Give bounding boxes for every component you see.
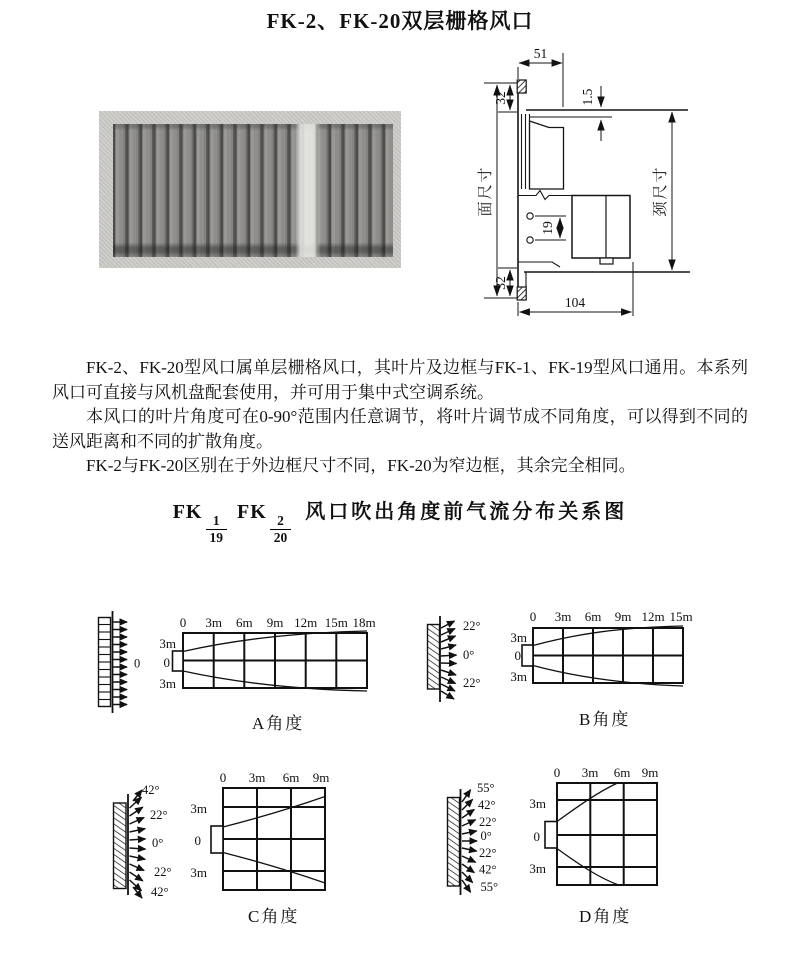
fraction-numerator: 2 <box>277 513 284 529</box>
x-tick: 9m <box>614 609 632 624</box>
chart-d-caption: D角度 <box>579 907 632 926</box>
break-line <box>518 191 572 200</box>
vane-angle-label: 22° <box>479 815 497 829</box>
y-tick: 3m <box>529 861 546 876</box>
envelope-bottom <box>223 853 325 884</box>
paragraph-2: 本风口的叶片角度可在0-90°范围内任意调节，将叶片调节成不同角度，可以得到不同的送风距离和不同的扩散角度。 <box>52 407 748 451</box>
vane-angle-label: 22° <box>154 865 172 879</box>
chart-c-outlet-icon <box>114 790 146 898</box>
x-tick: 9m <box>266 615 284 630</box>
vane-angle-label: 42° <box>478 798 496 812</box>
chart-c <box>114 770 330 926</box>
chart-c-grid <box>223 788 325 890</box>
vane-angle-label: 0° <box>152 836 164 850</box>
chart-c-caption: C角度 <box>248 907 300 926</box>
upper-vane-block <box>530 121 564 189</box>
fraction-2-20 <box>270 513 292 545</box>
dim-32-bottom: 32 <box>493 276 508 290</box>
x-tick: 12m <box>641 609 665 624</box>
airflow-arrows <box>462 790 477 893</box>
airflow-distribution-charts <box>0 560 800 964</box>
screw-hole <box>527 237 533 243</box>
outlet-marker <box>173 651 184 671</box>
y-tick: 0 <box>514 648 521 663</box>
fraction-1-19 <box>206 513 228 545</box>
vane-rungs <box>99 625 111 700</box>
x-tick: 9m <box>641 765 659 780</box>
x-tick: 6m <box>235 615 253 630</box>
vane-angle-label: 42° <box>479 862 497 877</box>
page-title: FK-2、FK-20双层栅格风口 <box>266 9 534 33</box>
chart-d <box>448 765 659 926</box>
vane-angle-label: 0° <box>463 648 475 662</box>
outlet-marker <box>211 826 223 853</box>
y-tick: 3m <box>510 630 527 645</box>
envelope-top <box>557 783 618 822</box>
vane-angle-label: 22° <box>150 808 168 822</box>
vane-angle-label: 22° <box>463 619 481 633</box>
y-tick: 3m <box>190 801 207 816</box>
fraction-denominator: 19 <box>206 529 228 546</box>
y-tick: 3m <box>190 865 207 880</box>
y-tick: 3m <box>159 676 176 691</box>
x-tick: 3m <box>581 765 599 780</box>
chart-b-outlet-icon <box>428 616 457 702</box>
vane-angle-label: 22° <box>479 846 497 860</box>
vane-angle-label: 42° <box>151 885 169 899</box>
fraction-numerator: 1 <box>212 513 220 529</box>
dimension-lines <box>484 53 672 316</box>
paragraph-1: FK-2、FK-20型风口属单层栅格风口，其叶片及边框与FK-1、FK-19型风口通用。本系列风口可直接与风机盘配套使用，并可用于集中式空调系统。 <box>52 358 748 402</box>
x-tick: 0 <box>219 770 227 785</box>
outlet-marker <box>522 645 533 666</box>
chart-b <box>428 609 693 729</box>
x-tick: 12m <box>294 615 318 630</box>
x-tick: 0 <box>179 615 187 630</box>
vane-angle-label: 0 <box>134 656 141 671</box>
dim-19: 19 <box>540 221 555 235</box>
x-tick: 0 <box>529 609 537 624</box>
top-flange-hatch <box>517 80 526 93</box>
dim-104: 104 <box>564 295 586 310</box>
x-tick: 18m <box>352 615 376 630</box>
x-tick: 3m <box>205 615 223 630</box>
body-foot <box>600 258 613 264</box>
vane-angle-label: 0° <box>480 829 492 843</box>
chart-a-grid <box>183 633 367 688</box>
product-photo <box>99 111 401 268</box>
chart-a <box>99 611 376 733</box>
envelope-top <box>223 797 325 828</box>
dimension-drawing <box>470 45 800 325</box>
y-tick: 0 <box>533 829 540 844</box>
chart-b-grid <box>533 628 683 683</box>
section-title <box>0 495 800 545</box>
x-tick: 0 <box>553 765 561 780</box>
vane-angle-label: 42° <box>142 783 160 797</box>
paragraph-3: FK-2与FK-20区别在于外边框尺寸不同，FK-20为窄边框，其余完全相同。 <box>86 456 636 476</box>
fk-label-1: FK <box>172 501 203 523</box>
chart-a-caption: A角度 <box>252 714 305 733</box>
airflow-arrows <box>114 622 128 705</box>
x-tick: 3m <box>248 770 266 785</box>
fraction-denominator: 20 <box>270 529 292 546</box>
vane-angle-label: 55° <box>480 880 498 894</box>
label-neck-size: 颈尺寸 <box>653 165 669 217</box>
x-tick: 3m <box>554 609 572 624</box>
grille-slats-image <box>113 124 393 257</box>
label-face-size: 面尺寸 <box>478 165 494 217</box>
bottom-flange-hatch <box>517 287 526 300</box>
x-tick: 6m <box>282 770 300 785</box>
x-tick: 6m <box>584 609 602 624</box>
x-tick: 9m <box>312 770 330 785</box>
x-tick: 6m <box>613 765 631 780</box>
vane-angle-label: 55° <box>477 781 495 795</box>
y-tick: 0 <box>163 655 170 670</box>
x-tick: 15m <box>324 615 348 630</box>
y-tick: 0 <box>194 833 201 848</box>
y-tick: 3m <box>159 636 176 651</box>
screw-hole <box>527 213 533 219</box>
description-text <box>52 356 748 479</box>
chart-a-outlet-icon <box>99 611 128 713</box>
lower-body <box>572 196 630 259</box>
airflow-arrows <box>441 621 457 699</box>
chart-d-grid <box>557 783 657 885</box>
fk-label-2: FK <box>237 501 267 523</box>
dim-51: 51 <box>533 46 548 61</box>
vane-angle-label: 22° <box>463 676 481 690</box>
y-tick: 3m <box>510 669 527 684</box>
chart-b-caption: B角度 <box>579 710 631 729</box>
dim-32-top: 32 <box>493 91 508 105</box>
dim-1-5: 1.5 <box>580 88 595 106</box>
y-tick: 3m <box>529 796 546 811</box>
section-title-text: 风口吹出角度前气流分布关系图 <box>305 501 628 523</box>
chart-d-outlet-icon <box>448 789 478 895</box>
airflow-arrows <box>130 790 146 898</box>
x-tick: 15m <box>669 609 693 624</box>
outlet-marker <box>545 822 557 849</box>
